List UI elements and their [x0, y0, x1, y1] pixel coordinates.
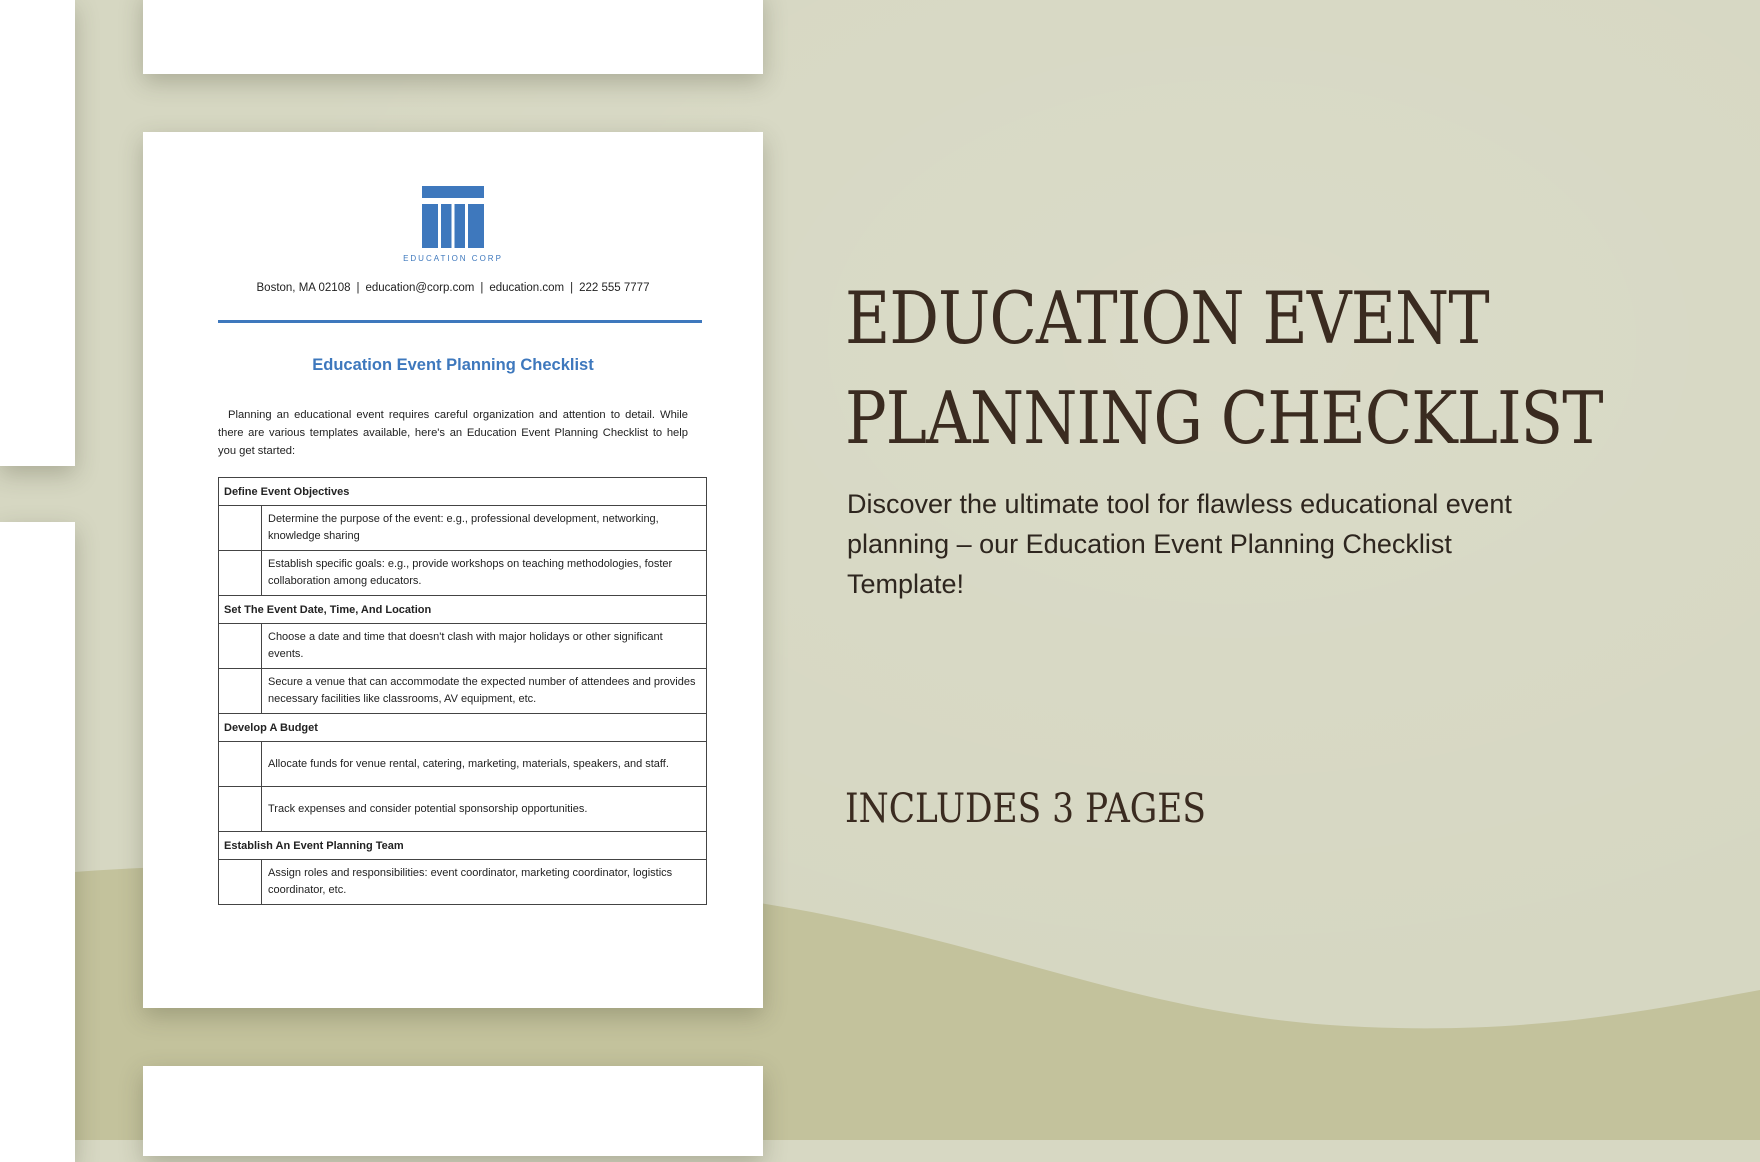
checklist-item: Secure a venue that can accommodate the expected number of attendees and provides necessary facilities like classrooms, AV equipment, etc. — [262, 669, 707, 714]
checklist-row — [219, 787, 707, 832]
contact-address: Boston, MA 02108 — [256, 282, 351, 294]
pages-count-label: INCLUDES 3 PAGES — [845, 786, 1206, 832]
checklist-item: Choose a date and time that doesn't clash with major holidays or other significant events. — [262, 624, 707, 669]
checkbox-cell[interactable] — [219, 551, 262, 596]
contact-phone: 222 555 7777 — [579, 282, 650, 294]
section-heading: Define Event Objectives — [219, 478, 707, 506]
pillar-building-icon — [422, 186, 484, 248]
checklist-item: Allocate funds for venue rental, catering, marketing, materials, speakers, and staff. — [262, 742, 707, 787]
checklist-item: Establish specific goals: e.g., provide workshops on teaching methodologies, foster collaboration among educators. — [262, 551, 707, 596]
checkbox-cell[interactable] — [219, 860, 262, 905]
section-heading: Establish An Event Planning Team — [219, 832, 707, 860]
brand-name: EDUCATION CORP — [403, 254, 503, 263]
promo-description: Discover the ultimate tool for flawless educational event planning – our Education Event Planning Checklist Template! — [847, 489, 1512, 599]
section-row — [219, 478, 707, 506]
checklist-table — [218, 477, 707, 905]
document-intro: Planning an educational event requires careful organization and attention to detail. While there are various templates available, here's an Education Event Planning Checklist to help you get started: — [218, 409, 688, 457]
section-heading: Develop A Budget — [219, 714, 707, 742]
contact-line — [143, 282, 763, 294]
checkbox-cell[interactable] — [219, 506, 262, 551]
page-preview-previous — [143, 0, 763, 74]
contact-separator: | — [356, 282, 360, 294]
promo-headline — [845, 268, 1619, 468]
checklist-item: Determine the purpose of the event: e.g., professional development, networking, knowledge sharing — [262, 506, 707, 551]
checkbox-cell[interactable] — [219, 742, 262, 787]
checklist-item: Track expenses and consider potential sponsorship opportunities. — [262, 787, 707, 832]
checkbox-cell[interactable] — [219, 787, 262, 832]
section-row — [219, 714, 707, 742]
document-title: Education Event Planning Checklist — [312, 356, 594, 374]
section-row — [219, 832, 707, 860]
checkbox-cell[interactable] — [219, 669, 262, 714]
checklist-row — [219, 624, 707, 669]
checklist-row — [219, 742, 707, 787]
page-preview-left-top — [0, 0, 75, 466]
page-preview-left-bottom — [0, 522, 75, 1162]
section-row — [219, 596, 707, 624]
promo-headline-line-2: PLANNING CHECKLIST — [845, 376, 1603, 460]
checklist-row — [219, 551, 707, 596]
header-divider — [218, 320, 702, 323]
checklist-item: Assign roles and responsibilities: event coordinator, marketing coordinator, logistics coordinator, etc. — [262, 860, 707, 905]
document-page — [143, 132, 763, 1008]
checklist-row — [219, 860, 707, 905]
checkbox-cell[interactable] — [219, 624, 262, 669]
promo-headline-line-1: EDUCATION EVENT — [845, 276, 1489, 360]
contact-email[interactable]: education@corp.com — [365, 282, 475, 294]
brand-logo — [143, 186, 763, 263]
page-preview-next — [143, 1066, 763, 1156]
contact-website[interactable]: education.com — [489, 282, 565, 294]
contact-separator: | — [570, 282, 574, 294]
contact-separator: | — [480, 282, 484, 294]
checklist-row — [219, 669, 707, 714]
checklist-row — [219, 506, 707, 551]
section-heading: Set The Event Date, Time, And Location — [219, 596, 707, 624]
